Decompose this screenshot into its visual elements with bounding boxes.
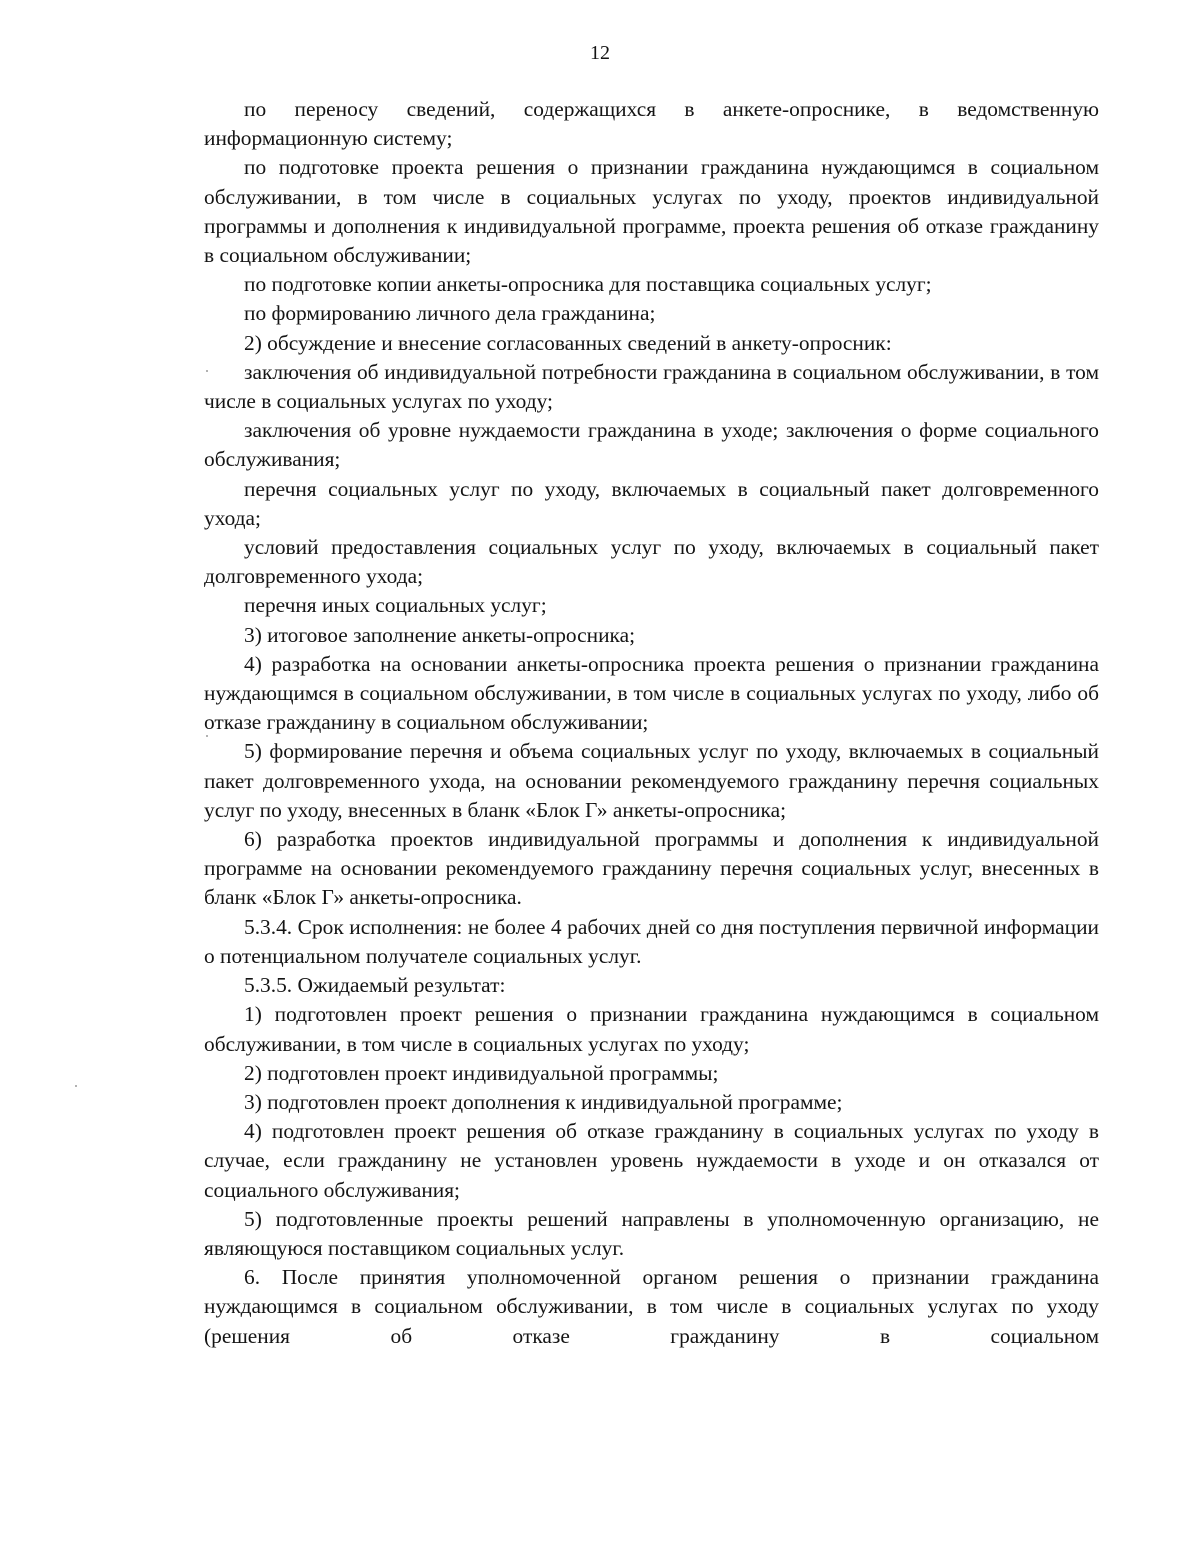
paragraph-5-3-4: 5.3.4. Срок исполнения: не более 4 рабочих дней со дня поступления первичной информации о потенциальном получателе социальных услуг. (204, 914, 1099, 968)
scan-speck (206, 735, 208, 737)
paragraph-prepare-copy: по подготовке копии анкеты-опросника для поставщика социальных услуг; (244, 272, 932, 297)
paragraph-result-1: 1) подготовлен проект решения о признании гражданина нуждающимся в социальном обслуживании, в том числе в социальных услугах по уходу; (204, 1002, 1099, 1056)
paragraph-5-3-5: 5.3.5. Ожидаемый результат: (244, 973, 506, 998)
paragraph-item-4: 4) разработка на основании анкеты-опросника проекта решения о признании гражданина нуждающимся в социальном обслуживании, в том числе в социальных услугах по уходу, либо об отказе гражданину в социальном обслуживании; (204, 651, 1099, 735)
scan-speck (75, 1085, 77, 1087)
paragraph-transfer-info: по переносу сведений, содержащихся в анкете-опроснике, в ведомственную информационную систему; (204, 97, 1099, 151)
paragraph-result-5: 5) подготовленные проекты решений направлены в уполномоченную организацию, не являющуюся поставщиком социальных услуг. (204, 1206, 1099, 1260)
paragraph-need-conclusion: заключения об индивидуальной потребности гражданина в социальном обслуживании, в том числе в социальных услугах по уходу; (204, 359, 1099, 414)
paragraph-personal-file: по формированию личного дела гражданина; (244, 301, 656, 326)
document-body (204, 95, 1099, 1351)
paragraph-result-4: 4) подготовлен проект решения об отказе гражданину в социальных услугах по уходу в случае, если гражданину не установлен уровень нуждаемости в уходе и он отказался от социального обслуживания; (204, 1119, 1099, 1202)
paragraph-other-services: перечня иных социальных услуг; (244, 593, 547, 618)
paragraph-prepare-decision: по подготовке проекта решения о признании гражданина нуждающимся в социальном обслуживании, в том числе в социальных услугах по уходу, проектов индивидуальной программы и дополнения к индивидуальной программе, проекта решения об отказе гражданину в социальном обслуживании; (204, 155, 1099, 268)
paragraph-result-2: 2) подготовлен проект индивидуальной программы; (244, 1060, 719, 1085)
paragraph-item-5: 5) формирование перечня и объема социальных услуг по уходу, включаемых в социальный пакет долговременного ухода, на основании рекомендуемого гражданину перечня социальных услуг по уходу, внесенных в бланк «Блок Г» анкеты-опросника; (204, 739, 1099, 822)
page-number: 12 (590, 42, 610, 64)
paragraph-item-3: 3) итоговое заполнение анкеты-опросника; (244, 622, 636, 647)
paragraph-section-6: 6. После принятия уполномоченной органом решения о признании гражданина нуждающимся в социальном обслуживании, в том числе в социальных услугах по уходу (решения об отказе гражданину в социальном (204, 1265, 1099, 1348)
paragraph-services-list: перечня социальных услуг по уходу, включаемых в социальный пакет долговременного ухода; (204, 476, 1099, 530)
paragraph-item-6: 6) разработка проектов индивидуальной программы и дополнения к индивидуальной программе на основании рекомендуемого гражданину перечня социальных услуг, внесенных в бланк «Блок Г» анкеты-опросника. (204, 827, 1099, 910)
paragraph-item-2: 2) обсуждение и внесение согласованных сведений в анкету-опросник: (244, 330, 892, 355)
scan-speck (206, 370, 208, 372)
paragraph-service-conditions: условий предоставления социальных услуг по уходу, включаемых в социальный пакет долговременного ухода; (204, 535, 1099, 589)
paragraph-level-conclusion: заключения об уровне нуждаемости гражданина в уходе; заключения о форме социального обслуживания; (204, 418, 1099, 472)
paragraph-result-3: 3) подготовлен проект дополнения к индивидуальной программе; (244, 1089, 843, 1114)
